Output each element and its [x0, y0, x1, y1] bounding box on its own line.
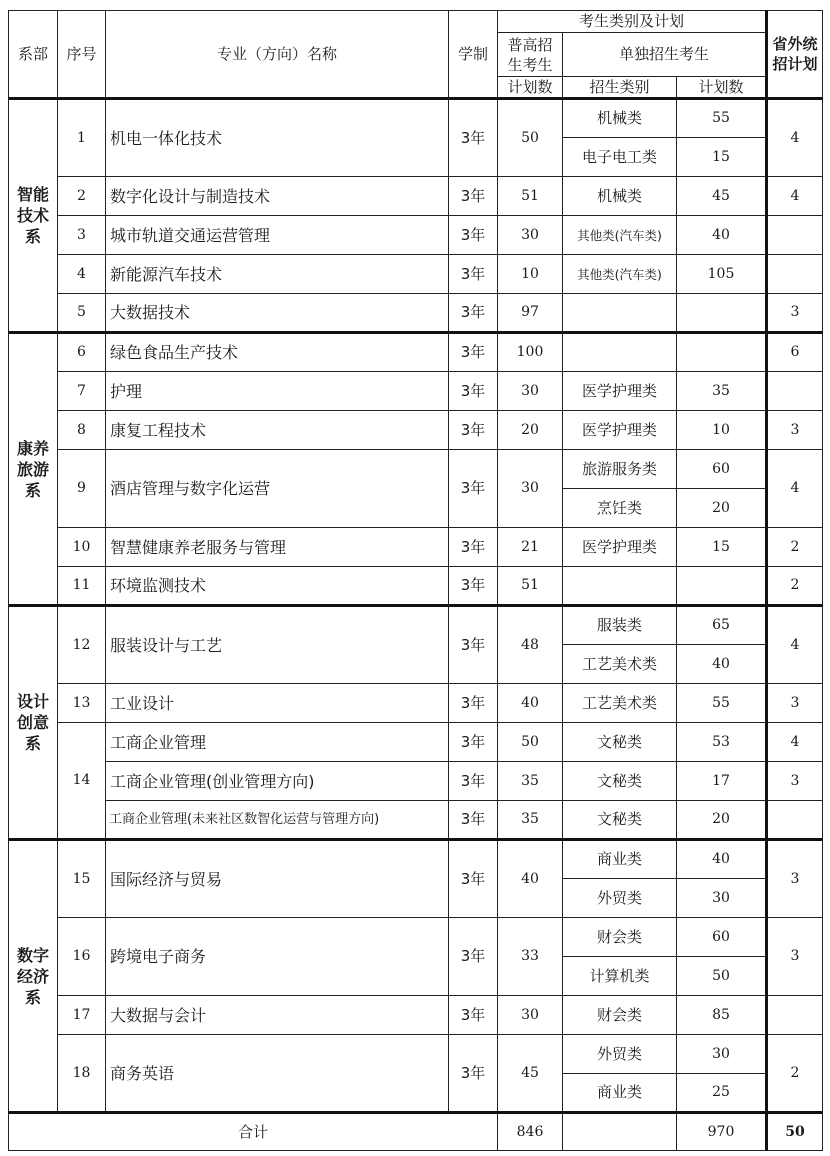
general-count: 40: [498, 840, 563, 918]
category-count: 15: [677, 528, 767, 567]
duration-cell: 3年: [449, 840, 498, 918]
table-row: [9, 177, 823, 216]
general-count: 30: [498, 216, 563, 255]
seq-cell: 16: [58, 918, 106, 996]
table-row: [9, 801, 823, 840]
seq-cell: 10: [58, 528, 106, 567]
duration-cell: 3年: [449, 294, 498, 333]
general-count: 30: [498, 372, 563, 411]
outside-count: 6: [767, 333, 823, 372]
general-count: 10: [498, 255, 563, 294]
category-cell: 计算机类: [563, 957, 677, 996]
category-count: [677, 294, 767, 333]
total-label: 合计: [9, 1113, 498, 1151]
table-row: [9, 99, 823, 138]
duration-cell: 3年: [449, 723, 498, 762]
category-count: [677, 567, 767, 606]
header-outside: 省外统招计划: [772, 35, 818, 73]
duration-cell: 3年: [449, 99, 498, 177]
total-category-count: 970: [677, 1113, 767, 1151]
major-name: 数字化设计与制造技术: [106, 177, 449, 216]
outside-count: 3: [767, 294, 823, 333]
seq-cell: 18: [58, 1035, 106, 1113]
category-cell: 文秘类: [563, 801, 677, 840]
category-cell: [563, 294, 677, 333]
major-name: 绿色食品生产技术: [106, 333, 449, 372]
major-name: 工业设计: [106, 684, 449, 723]
header-separate: 单独招生考生: [563, 33, 767, 77]
table-row: [9, 372, 823, 411]
category-cell: 烹饪类: [563, 489, 677, 528]
header-seq: 序号: [58, 11, 106, 99]
major-name: 工商企业管理: [106, 723, 449, 762]
general-count: 51: [498, 567, 563, 606]
category-cell: 其他类(汽车类): [563, 255, 677, 294]
category-count: 40: [677, 840, 767, 879]
major-name: 国际经济与贸易: [106, 840, 449, 918]
seq-cell: 4: [58, 255, 106, 294]
major-name: 环境监测技术: [106, 567, 449, 606]
major-name: 工商企业管理(未来社区数智化运营与管理方向): [106, 801, 449, 840]
category-count: 17: [677, 762, 767, 801]
table-row: [9, 684, 823, 723]
header-category: 招生类别: [563, 77, 677, 99]
seq-cell: 9: [58, 450, 106, 528]
seq-cell: 2: [58, 177, 106, 216]
duration-cell: 3年: [449, 372, 498, 411]
table-row: [9, 333, 823, 372]
major-name: 机电一体化技术: [106, 99, 449, 177]
general-count: 30: [498, 450, 563, 528]
general-count: 51: [498, 177, 563, 216]
major-name: 康复工程技术: [106, 411, 449, 450]
category-cell: 旅游服务类: [563, 450, 677, 489]
major-name: 大数据与会计: [106, 996, 449, 1035]
seq-cell: 15: [58, 840, 106, 918]
category-count: 55: [677, 99, 767, 138]
total-outside-count: 50: [767, 1113, 823, 1151]
duration-cell: 3年: [449, 216, 498, 255]
category-cell: 工艺美术类: [563, 684, 677, 723]
category-cell: 商业类: [563, 840, 677, 879]
total-row: [9, 1113, 823, 1151]
duration-cell: 3年: [449, 762, 498, 801]
major-name: 护理: [106, 372, 449, 411]
category-cell: 外贸类: [563, 1035, 677, 1074]
category-cell: 服装类: [563, 606, 677, 645]
table-row: [9, 918, 823, 957]
dept-cell: 数字经济系: [9, 840, 58, 1113]
category-count: 20: [677, 801, 767, 840]
table-row: [9, 567, 823, 606]
category-cell: [563, 333, 677, 372]
outside-count: 4: [767, 99, 823, 177]
category-count: 55: [677, 684, 767, 723]
duration-cell: 3年: [449, 996, 498, 1035]
category-cell: 财会类: [563, 996, 677, 1035]
category-cell: 机械类: [563, 177, 677, 216]
duration-cell: 3年: [449, 606, 498, 684]
category-cell: 其他类(汽车类): [563, 216, 677, 255]
duration-cell: 3年: [449, 177, 498, 216]
table-row: [9, 528, 823, 567]
general-count: 97: [498, 294, 563, 333]
category-count: 10: [677, 411, 767, 450]
category-count: 20: [677, 489, 767, 528]
enrollment-plan: [8, 10, 823, 1151]
category-count: 105: [677, 255, 767, 294]
table-row: [9, 606, 823, 645]
outside-count: [767, 372, 823, 411]
category-count: 60: [677, 918, 767, 957]
header-general-cell: [498, 33, 563, 77]
category-count: 40: [677, 645, 767, 684]
general-count: 50: [498, 723, 563, 762]
category-count: 50: [677, 957, 767, 996]
header-outside-cell: [767, 11, 823, 99]
major-name: 商务英语: [106, 1035, 449, 1113]
category-cell: 机械类: [563, 99, 677, 138]
header-dept: 系部: [9, 11, 58, 99]
dept-cell: 智能技术系: [9, 99, 58, 333]
header-plan-count-2: 计划数: [677, 77, 767, 99]
category-cell: 商业类: [563, 1074, 677, 1113]
general-count: 30: [498, 996, 563, 1035]
total-general-count: 846: [498, 1113, 563, 1151]
table-row: [9, 723, 823, 762]
outside-count: 3: [767, 840, 823, 918]
category-cell: 文秘类: [563, 723, 677, 762]
general-count: 21: [498, 528, 563, 567]
outside-count: 2: [767, 567, 823, 606]
seq-cell: 7: [58, 372, 106, 411]
duration-cell: 3年: [449, 567, 498, 606]
table-row: [9, 411, 823, 450]
header-major: 专业（方向）名称: [106, 11, 449, 99]
duration-cell: 3年: [449, 801, 498, 840]
category-count: 15: [677, 138, 767, 177]
header-general: 普高招生考生: [507, 35, 553, 74]
general-count: 35: [498, 762, 563, 801]
duration-cell: 3年: [449, 255, 498, 294]
general-count: 50: [498, 99, 563, 177]
general-count: 20: [498, 411, 563, 450]
total-category-blank: [563, 1113, 677, 1151]
category-count: 40: [677, 216, 767, 255]
outside-count: 3: [767, 918, 823, 996]
general-count: 33: [498, 918, 563, 996]
category-cell: 文秘类: [563, 762, 677, 801]
table-row: [9, 1035, 823, 1074]
outside-count: 2: [767, 528, 823, 567]
general-count: 35: [498, 801, 563, 840]
outside-count: 3: [767, 762, 823, 801]
category-cell: [563, 567, 677, 606]
category-count: 60: [677, 450, 767, 489]
category-cell: 医学护理类: [563, 528, 677, 567]
seq-cell: 5: [58, 294, 106, 333]
outside-count: 2: [767, 1035, 823, 1113]
category-count: 30: [677, 879, 767, 918]
category-count: 35: [677, 372, 767, 411]
major-name: 工商企业管理(创业管理方向): [106, 762, 449, 801]
category-cell: 外贸类: [563, 879, 677, 918]
general-count: 40: [498, 684, 563, 723]
seq-cell: 13: [58, 684, 106, 723]
duration-cell: 3年: [449, 528, 498, 567]
seq-cell: 3: [58, 216, 106, 255]
outside-count: 4: [767, 177, 823, 216]
category-count: 25: [677, 1074, 767, 1113]
category-cell: 医学护理类: [563, 411, 677, 450]
seq-cell: 8: [58, 411, 106, 450]
header-duration: 学制: [449, 11, 498, 99]
outside-count: 4: [767, 723, 823, 762]
seq-cell: 14: [58, 723, 106, 840]
major-name: 新能源汽车技术: [106, 255, 449, 294]
general-count: 45: [498, 1035, 563, 1113]
category-count: 65: [677, 606, 767, 645]
enrollment-plan-table: [8, 10, 823, 1151]
category-count: 85: [677, 996, 767, 1035]
outside-count: 4: [767, 606, 823, 684]
outside-count: 4: [767, 450, 823, 528]
dept-cell: 设计创意系: [9, 606, 58, 840]
category-cell: 医学护理类: [563, 372, 677, 411]
table-row: [9, 294, 823, 333]
seq-cell: 11: [58, 567, 106, 606]
table-row: [9, 450, 823, 489]
duration-cell: 3年: [449, 1035, 498, 1113]
outside-count: 3: [767, 411, 823, 450]
seq-cell: 12: [58, 606, 106, 684]
major-name: 城市轨道交通运营管理: [106, 216, 449, 255]
general-count: 48: [498, 606, 563, 684]
major-name: 跨境电子商务: [106, 918, 449, 996]
header-plan-count: 计划数: [498, 77, 563, 99]
outside-count: 3: [767, 684, 823, 723]
duration-cell: 3年: [449, 333, 498, 372]
table-row: [9, 255, 823, 294]
seq-cell: 1: [58, 99, 106, 177]
duration-cell: 3年: [449, 684, 498, 723]
category-count: 53: [677, 723, 767, 762]
major-name: 智慧健康养老服务与管理: [106, 528, 449, 567]
outside-count: [767, 255, 823, 294]
duration-cell: 3年: [449, 918, 498, 996]
category-count: 30: [677, 1035, 767, 1074]
seq-cell: 6: [58, 333, 106, 372]
table-row: [9, 996, 823, 1035]
duration-cell: 3年: [449, 450, 498, 528]
seq-cell: 17: [58, 996, 106, 1035]
major-name: 酒店管理与数字化运营: [106, 450, 449, 528]
table-row: [9, 840, 823, 879]
outside-count: [767, 996, 823, 1035]
major-name: 服装设计与工艺: [106, 606, 449, 684]
major-name: 大数据技术: [106, 294, 449, 333]
outside-count: [767, 801, 823, 840]
dept-cell: 康养旅游系: [9, 333, 58, 606]
category-cell: 财会类: [563, 918, 677, 957]
duration-cell: 3年: [449, 411, 498, 450]
header-group: 考生类别及计划: [498, 11, 767, 33]
general-count: 100: [498, 333, 563, 372]
table-row: [9, 762, 823, 801]
outside-count: [767, 216, 823, 255]
table-row: [9, 216, 823, 255]
category-count: 45: [677, 177, 767, 216]
category-count: [677, 333, 767, 372]
category-cell: 电子电工类: [563, 138, 677, 177]
category-cell: 工艺美术类: [563, 645, 677, 684]
